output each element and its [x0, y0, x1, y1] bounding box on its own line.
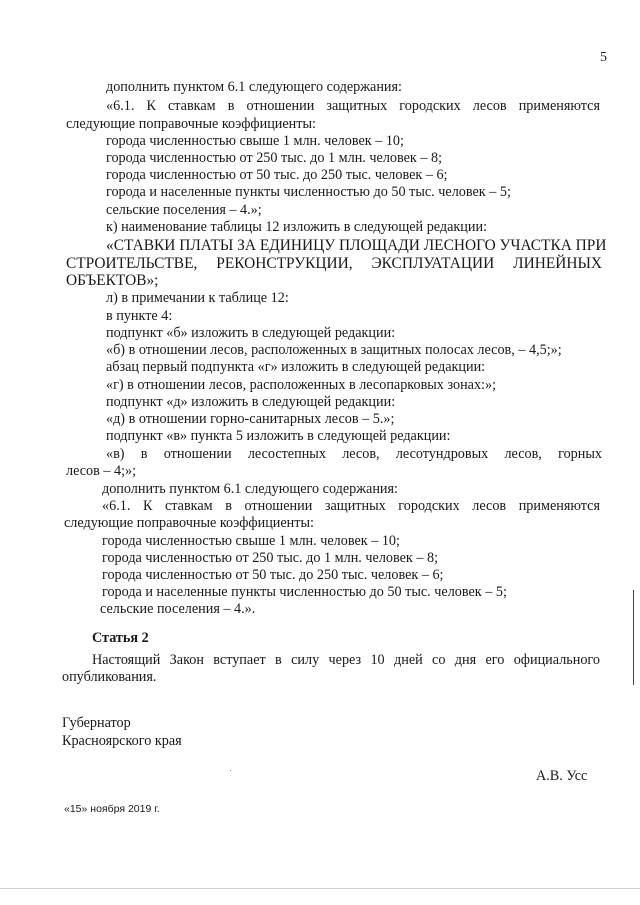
text-line: «г) в отношении лесов, расположенных в лесопарковых зонах:»;	[106, 377, 497, 393]
text-line: «в) в отношении лесостепных лесов, лесотундровых лесов, горных	[106, 446, 602, 462]
text-line: лесов – 4;»;	[66, 463, 137, 479]
text-line: подпункт «б» изложить в следующей редакции:	[106, 325, 396, 341]
text-line: города и населенные пункты численностью до 50 тыс. человек – 5;	[106, 184, 511, 200]
text-line: подпункт «в» пункта 5 изложить в следующей редакции:	[106, 428, 451, 444]
text-line: сельские поселения – 4.».	[100, 601, 256, 617]
scan-artifact	[230, 770, 231, 771]
text-line: города численностью от 50 тыс. до 250 тыс. человек – 6;	[102, 567, 444, 583]
text-line: «6.1. К ставкам в отношении защитных городских лесов применяются	[102, 498, 600, 514]
text-line: к) наименование таблицы 12 изложить в следующей редакции:	[106, 219, 488, 235]
signature-title: Губернатор	[62, 715, 131, 731]
signature-title: Красноярского края	[62, 733, 182, 749]
article-heading: Статья 2	[92, 630, 149, 646]
text-line: города численностью от 250 тыс. до 1 млн. человек – 8;	[106, 150, 443, 166]
signature-name: А.В. Усс	[536, 768, 588, 784]
text-line: «6.1. К ставкам в отношении защитных городских лесов применяются	[106, 98, 600, 114]
table-title-line: «СТАВКИ ПЛАТЫ ЗА ЕДИНИЦУ ПЛОЩАДИ ЛЕСНОГО УЧАСТКА ПРИ	[106, 237, 607, 254]
scan-bottom-edge	[0, 888, 640, 889]
date-stamp: «15» ноября 2019 г.	[64, 803, 160, 815]
text-line: «б) в отношении лесов, расположенных в защитных полосах лесов, – 4,5;»;	[106, 342, 562, 358]
text-line: сельские поселения – 4.»;	[106, 202, 262, 218]
text-line: в пункте 4:	[106, 308, 173, 324]
text-line: абзац первый подпункта «г» изложить в следующей редакции:	[106, 359, 486, 375]
text-line: города численностью от 250 тыс. до 1 млн. человек – 8;	[102, 550, 439, 566]
text-line: Настоящий Закон вступает в силу через 10 дней со дня его официального	[92, 652, 600, 668]
text-line: подпункт «д» изложить в следующей редакции:	[106, 394, 396, 410]
text-line: дополнить пунктом 6.1 следующего содержания:	[102, 481, 398, 497]
text-line: следующие поправочные коэффициенты:	[66, 116, 316, 132]
text-line: города численностью свыше 1 млн. человек – 10;	[106, 133, 404, 149]
text-line: опубликования.	[62, 669, 157, 685]
text-line: дополнить пунктом 6.1 следующего содержания:	[106, 79, 402, 95]
text-line: города численностью свыше 1 млн. человек – 10;	[102, 533, 400, 549]
table-title-line: ОБЪЕКТОВ»;	[66, 272, 159, 289]
page-number: 5	[600, 50, 607, 65]
text-line: л) в примечании к таблице 12:	[106, 290, 289, 306]
scan-edge-mark	[633, 590, 634, 685]
text-line: города и населенные пункты численностью до 50 тыс. человек – 5;	[102, 584, 507, 600]
text-line: «д) в отношении горно-санитарных лесов – 5.»;	[106, 411, 395, 427]
text-line: следующие поправочные коэффициенты:	[64, 515, 314, 531]
text-line: города численностью от 50 тыс. до 250 тыс. человек – 6;	[106, 167, 448, 183]
table-title-line: СТРОИТЕЛЬСТВЕ, РЕКОНСТРУКЦИИ, ЭКСПЛУАТАЦИИ ЛИНЕЙНЫХ	[66, 255, 602, 272]
